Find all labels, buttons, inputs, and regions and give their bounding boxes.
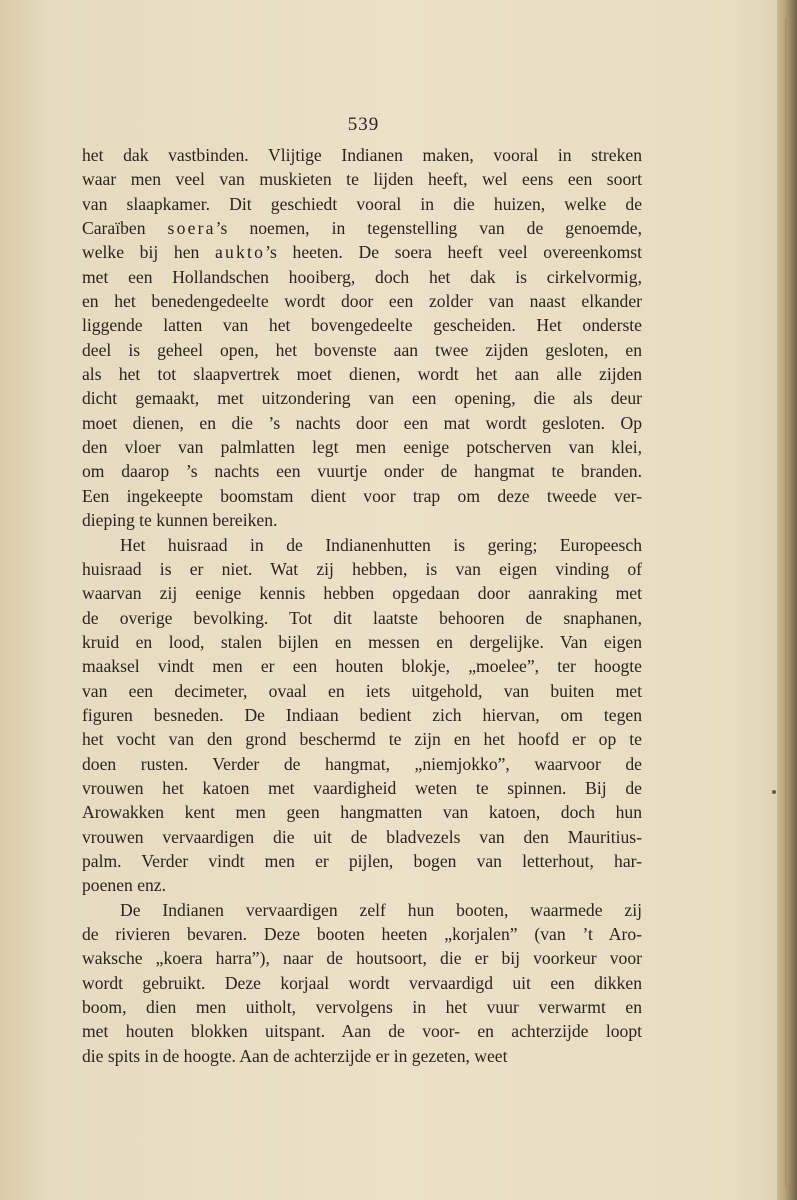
text-line [82, 167, 642, 191]
text-line [82, 703, 642, 727]
text-run: waksche „koera harra”), naar de houtsoort, die er bij voorkeur voor [82, 948, 642, 969]
text-line [82, 435, 642, 459]
text-run: de overige bevolking. Tot dit laatste behooren de snaphanen, [82, 607, 642, 628]
text-line [82, 581, 642, 605]
spaced-term: soera [167, 218, 216, 239]
text-line [82, 484, 642, 508]
text-run: vrouwen vervaardigen die uit de bladvezels van den Mauritius- [82, 826, 642, 847]
text-line [82, 946, 642, 970]
text-run: wordt gebruikt. Deze korjaal wordt vervaardigd uit een dikken [82, 972, 642, 993]
text-line [82, 411, 642, 435]
text-line [82, 265, 642, 289]
text-line [82, 606, 642, 630]
text-run: den vloer van palmlatten legt men eenige potscherven van klei, [82, 437, 642, 458]
text-run: de rivieren bevaren. Deze booten heeten „korjalen” (van ’t Aro- [82, 924, 642, 944]
text-line [82, 849, 642, 873]
text-run: ’s heeten. De soera heeft veel overeenkomst [265, 242, 642, 263]
text-run: met een Hollandschen hooiberg, doch het dak is cirkelvormig, [82, 266, 642, 287]
text-line [82, 679, 642, 703]
text-line [82, 995, 642, 1019]
text-run: het dak vastbinden. Vlijtige Indianen maken, vooral in streken [82, 145, 642, 165]
text-line [82, 898, 642, 922]
page-edge-line [785, 18, 787, 1188]
text-run: waar men veel van muskieten te lijden heeft, wel eens een soort [82, 169, 642, 190]
text-run: Arowakken kent men geen hangmatten van katoen, doch hun [82, 802, 642, 823]
text-line [82, 386, 642, 410]
text-run: deel is geheel open, het bovenste aan twee zijden gesloten, en [82, 339, 642, 360]
text-run: boom, dien men uitholt, vervolgens in het vuur verwarmt en [82, 997, 642, 1018]
text-line [82, 1019, 642, 1043]
text-run: dicht gemaakt, met uitzondering van een opening, die als deur [82, 388, 642, 409]
text-run: palm. Verder vindt men er pijlen, bogen van letterhout, har- [82, 850, 642, 871]
text-run: dieping te kunnen bereiken. [82, 510, 278, 531]
text-run: het vocht van den grond beschermd te zijn en het hoofd er op te [82, 729, 642, 750]
text-line [82, 192, 642, 216]
text-line [82, 752, 642, 776]
page-edge-shadow [777, 0, 797, 1200]
text-run: figuren besneden. De Indiaan bedient zich hiervan, om tegen [82, 704, 642, 725]
text-run: ’s noemen, in tegenstelling van de genoemde, [215, 218, 642, 239]
text-run: liggende latten van het bovengedeelte gescheiden. Het onderste [82, 315, 642, 336]
text-line [82, 508, 642, 532]
text-line [82, 338, 642, 362]
text-run: die spits in de hoogte. Aan de achterzijde er in gezeten, weet [82, 1045, 508, 1066]
text-run: huisraad is er niet. Wat zij hebben, is van eigen vinding of [82, 558, 642, 579]
text-line [82, 654, 642, 678]
text-run: welke bij hen [82, 242, 216, 263]
text-run: Het huisraad in de Indianenhutten is gering; Europeesch [120, 534, 642, 555]
text-run: met houten blokken uitspant. Aan de voor- en achterzijde loopt [82, 1021, 642, 1042]
text-run: en het benedengedeelte wordt door een zolder van naast elkander [82, 291, 642, 312]
text-run: Een ingekeepte boomstam dient voor trap om deze tweede ver- [82, 485, 642, 506]
text-run: poenen enz. [82, 875, 167, 896]
text-line [82, 313, 642, 337]
body-text [82, 143, 642, 1068]
text-run: om daarop ’s nachts een vuurtje onder de hangmat te branden. [82, 461, 642, 482]
text-line [82, 362, 642, 386]
margin-speck [772, 790, 776, 794]
text-line [82, 873, 642, 897]
text-line [82, 289, 642, 313]
text-run: kruid en lood, stalen bijlen en messen en dergelijke. Van eigen [82, 631, 642, 652]
page-number: 539 [347, 114, 380, 135]
text-run: van een decimeter, ovaal en iets uitgehold, van buiten met [82, 680, 642, 701]
text-line [82, 727, 642, 751]
text-run: waarvan zij eenige kennis hebben opgedaan door aanraking met [82, 583, 642, 604]
text-line [82, 533, 642, 557]
text-line [82, 630, 642, 654]
text-line [82, 971, 642, 995]
text-line [82, 922, 642, 946]
text-line [82, 216, 642, 240]
text-run: doen rusten. Verder de hangmat, „niemjokko”, waarvoor de [82, 753, 642, 774]
text-line [82, 825, 642, 849]
text-line [82, 240, 642, 264]
text-line [82, 1044, 642, 1068]
text-run: moet dienen, en die ’s nachts door een mat wordt gesloten. Op [82, 412, 642, 433]
text-line [82, 143, 642, 167]
text-run: als het tot slaapvertrek moet dienen, wordt het aan alle zijden [82, 364, 642, 385]
text-line [82, 557, 642, 581]
text-run: van slaapkamer. Dit geschiedt vooral in die huizen, welke de [82, 193, 642, 214]
text-run: maaksel vindt men er een houten blokje, „moelee”, ter hoogte [82, 656, 642, 677]
text-line [82, 459, 642, 483]
spaced-term: aukto [215, 242, 266, 263]
text-line [82, 776, 642, 800]
text-run: De Indianen vervaardigen zelf hun booten, waarmede zij [120, 899, 642, 920]
text-line [82, 800, 642, 824]
text-run: Caraïben [82, 218, 168, 239]
text-run: vrouwen het katoen met vaardigheid weten te spinnen. Bij de [82, 777, 642, 798]
